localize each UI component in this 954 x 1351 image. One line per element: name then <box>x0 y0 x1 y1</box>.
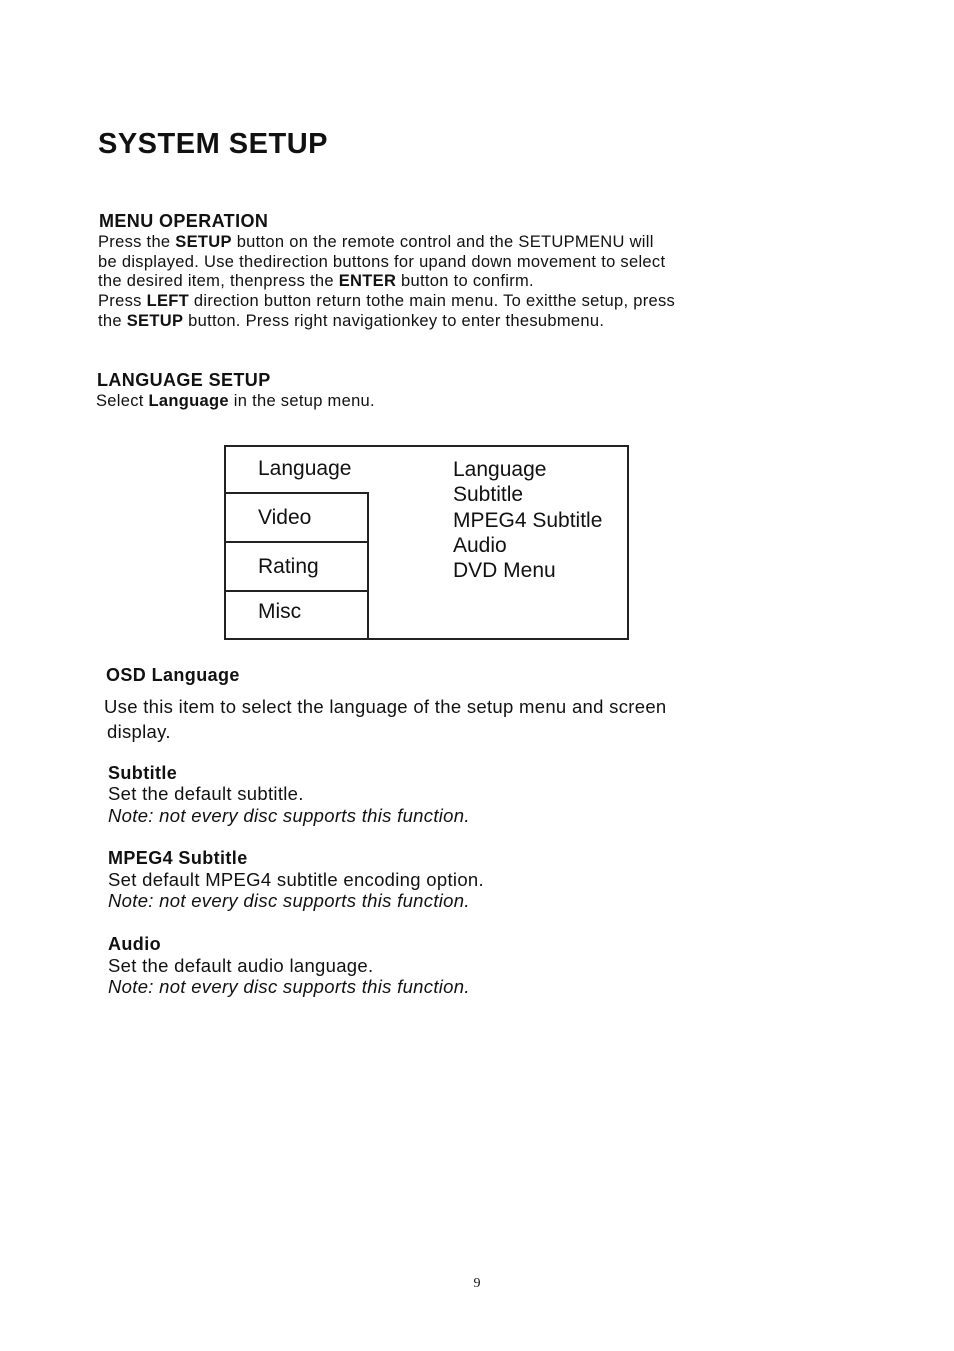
menu-operation-line-4: Press LEFT direction button return tothe main menu. To exitthe setup, press <box>98 292 676 311</box>
menu-divider <box>226 590 369 592</box>
menu-operation-line-1: Press the SETUP button on the remote control and the SETUPMENU will <box>98 233 654 251</box>
menu-divider <box>226 492 369 494</box>
language-setup-heading: LANGUAGE SETUP <box>97 370 271 390</box>
language-setup-text: Select Language in the setup menu. <box>96 392 375 410</box>
osd-language-heading: OSD Language <box>106 665 240 685</box>
osd-language-text: Use this item to select the language of the setup menu and screen display. <box>104 696 667 742</box>
page-number: 9 <box>473 1276 481 1291</box>
mpeg4-subtitle-heading: MPEG4 Subtitle <box>108 848 248 868</box>
setup-menu-submenu-list <box>453 457 602 583</box>
mpeg4-subtitle-note: Note: not every disc supports this function. <box>108 890 470 911</box>
submenu-item-language: Language <box>453 458 547 481</box>
menu-operation-heading: MENU OPERATION <box>99 211 269 231</box>
menu-column-divider <box>367 492 369 638</box>
submenu-item-dvd-menu: DVD Menu <box>453 559 556 583</box>
audio-heading: Audio <box>108 934 161 954</box>
audio-note: Note: not every disc supports this function. <box>108 976 470 997</box>
subtitle-note: Note: not every disc supports this function. <box>108 805 470 826</box>
menu-item-video: Video <box>258 506 312 529</box>
menu-operation-text <box>98 233 675 332</box>
menu-divider <box>226 541 369 543</box>
submenu-item-subtitle: Subtitle <box>453 483 524 507</box>
menu-item-language: Language <box>258 457 352 480</box>
menu-operation-line-3: the desired item, thenpress the ENTER button to confirm. <box>98 272 534 291</box>
setup-menu-main-list <box>226 447 368 638</box>
menu-operation-line-2: be displayed. Use thedirection buttons for upand down movement to select <box>98 252 666 271</box>
menu-item-misc: Misc <box>258 600 302 623</box>
page-title: SYSTEM SETUP <box>98 128 328 160</box>
menu-operation-line-5: the SETUP button. Press right navigationkey to enter thesubmenu. <box>98 311 605 330</box>
subtitle-heading: Subtitle <box>108 763 178 783</box>
mpeg4-subtitle-text: Set default MPEG4 subtitle encoding option. <box>108 869 484 890</box>
submenu-item-audio: Audio <box>453 533 507 557</box>
menu-item-rating: Rating <box>258 555 319 578</box>
audio-text: Set the default audio language. <box>108 955 374 976</box>
submenu-item-mpeg4-subtitle: MPEG4 Subtitle <box>453 508 603 532</box>
subtitle-text: Set the default subtitle. <box>108 783 304 804</box>
setup-menu-diagram <box>224 445 629 640</box>
